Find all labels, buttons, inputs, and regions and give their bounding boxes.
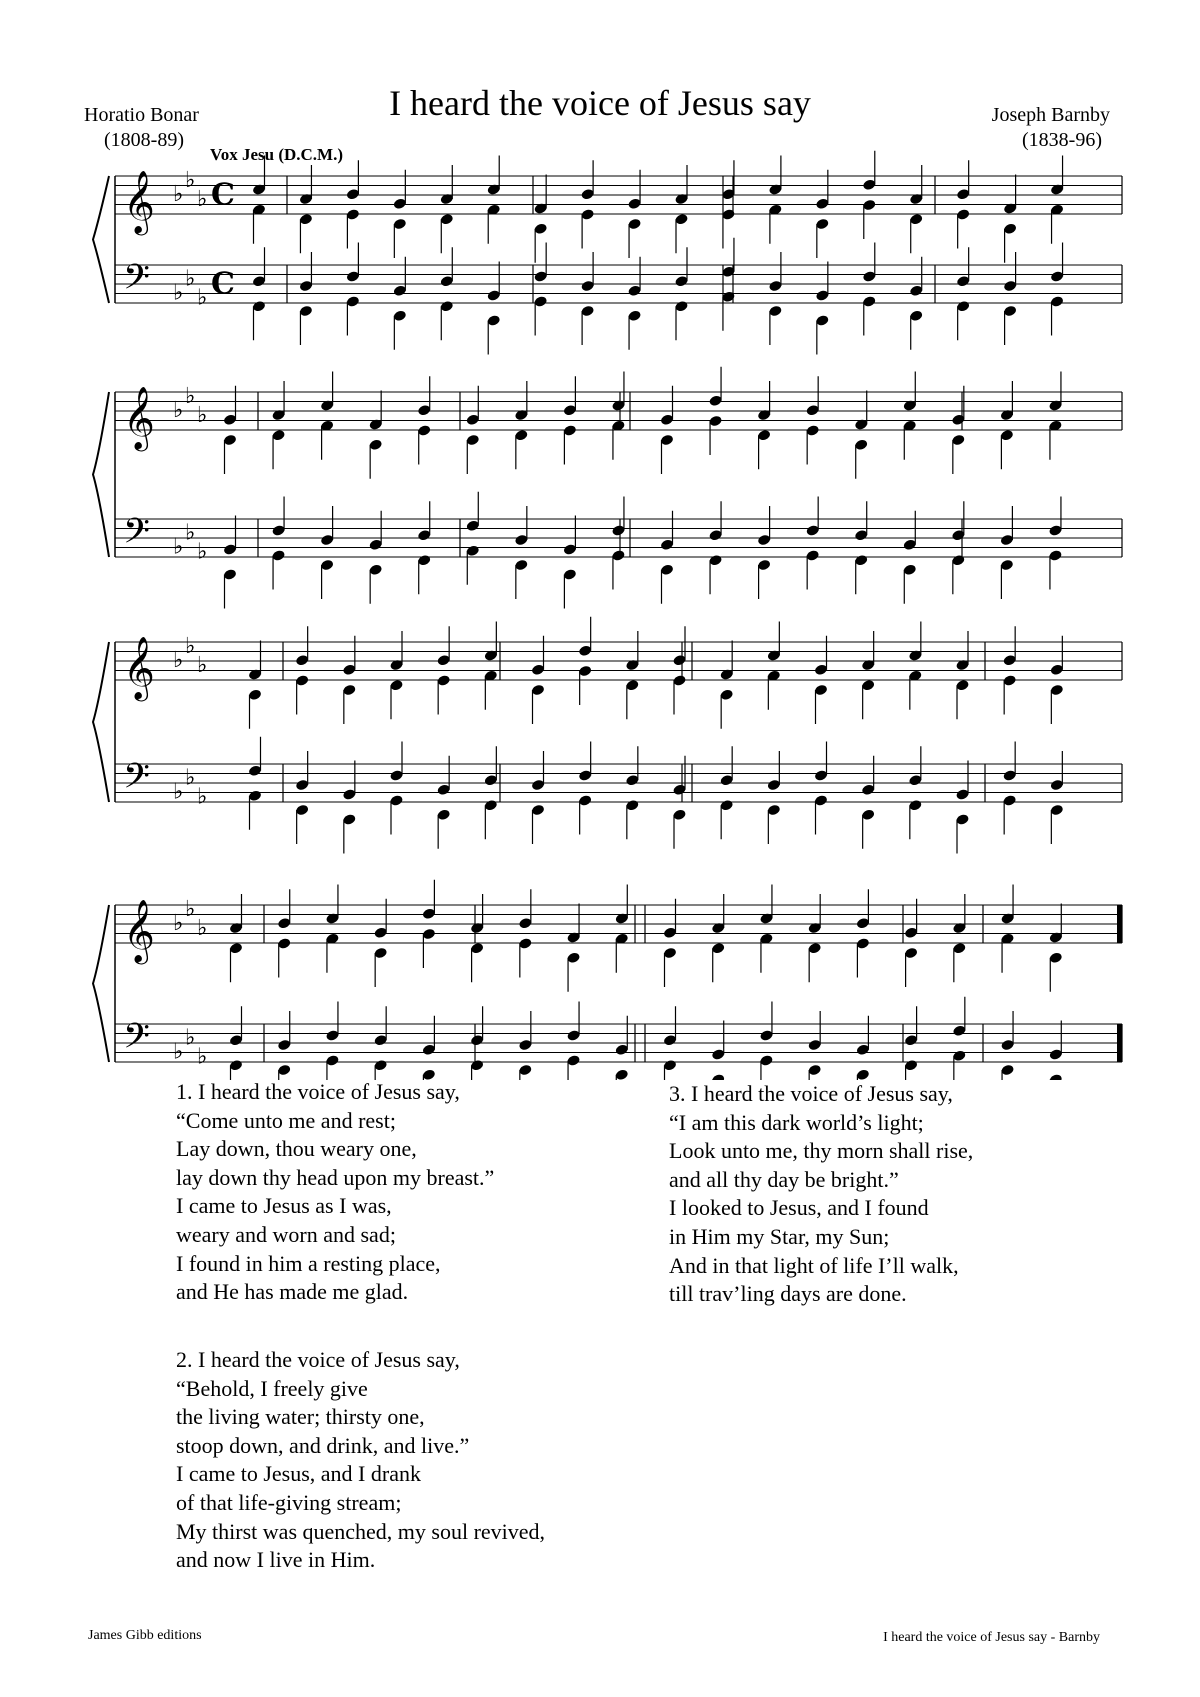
flat-sign: ♭ bbox=[185, 1025, 196, 1051]
flat-sign: ♭ bbox=[197, 186, 208, 212]
flat-sign: ♭ bbox=[173, 648, 184, 673]
bass-clef: 𝄢 bbox=[123, 1015, 151, 1065]
flat-sign: ♭ bbox=[185, 765, 196, 791]
flat-sign: ♭ bbox=[185, 896, 196, 922]
verse-line: till trav’ling days are done. bbox=[669, 1281, 907, 1307]
flat-sign: ♭ bbox=[185, 167, 196, 193]
author-name: Horatio Bonar bbox=[84, 104, 199, 126]
verse-line: I looked to Jesus, and I found bbox=[669, 1195, 929, 1221]
flat-sign: ♭ bbox=[173, 182, 184, 207]
footer-running-title: I heard the voice of Jesus say - Barnby bbox=[883, 1630, 1100, 1645]
flat-sign: ♭ bbox=[197, 1044, 208, 1070]
flat-sign: ♭ bbox=[173, 534, 184, 560]
flat-sign: ♭ bbox=[185, 266, 196, 292]
verse-line: of that life-giving stream; bbox=[176, 1489, 402, 1515]
verse-2 bbox=[176, 1346, 545, 1575]
verse-line: 2. I heard the voice of Jesus say, bbox=[176, 1347, 460, 1372]
flat-sign: ♭ bbox=[197, 784, 208, 810]
verse-line: I came to Jesus, and I drank bbox=[176, 1461, 421, 1487]
verse-line: I found in him a resting place, bbox=[176, 1250, 441, 1276]
verse-line: stoop down, and drink, and live.” bbox=[176, 1432, 470, 1458]
treble-clef: 𝄞 bbox=[123, 899, 155, 962]
footer-publisher: James Gibb editions bbox=[88, 1628, 202, 1643]
flat-sign: ♭ bbox=[185, 633, 196, 659]
bass-clef: 𝄢 bbox=[123, 510, 151, 560]
verse-line: and all thy day be bright.” bbox=[669, 1166, 899, 1192]
system-brace bbox=[93, 392, 109, 557]
flat-sign: ♭ bbox=[197, 539, 208, 565]
flat-sign: ♭ bbox=[185, 520, 196, 546]
system-brace bbox=[93, 176, 109, 303]
page-title: I heard the voice of Jesus say bbox=[389, 83, 811, 123]
flat-sign: ♭ bbox=[173, 779, 184, 805]
verse-3 bbox=[669, 1080, 973, 1309]
verse-line: Look unto me, thy morn shall rise, bbox=[669, 1138, 974, 1164]
notehead bbox=[1049, 1073, 1063, 1080]
flat-sign: ♭ bbox=[173, 280, 184, 306]
verse-line: Lay down, thou weary one, bbox=[176, 1136, 417, 1162]
bass-clef: 𝄢 bbox=[123, 755, 151, 805]
notehead bbox=[711, 1073, 725, 1080]
system-brace bbox=[93, 642, 109, 802]
verse-line: the living water; thirsty one, bbox=[176, 1404, 425, 1430]
verse-line: weary and worn and sad; bbox=[176, 1221, 396, 1247]
verse-line: and He has made me glad. bbox=[176, 1279, 409, 1305]
system-brace bbox=[93, 905, 109, 1062]
verse-line: And in that light of life I’ll walk, bbox=[669, 1252, 959, 1278]
verse-1 bbox=[176, 1078, 494, 1307]
final-barline bbox=[1117, 1024, 1122, 1062]
flat-sign: ♭ bbox=[197, 285, 208, 311]
author-dates: (1808-89) bbox=[104, 129, 184, 151]
verse-line: “I am this dark world’s light; bbox=[669, 1109, 924, 1135]
verse-line: I came to Jesus as I was, bbox=[176, 1193, 392, 1219]
treble-clef: 𝄞 bbox=[123, 636, 155, 699]
flat-sign: ♭ bbox=[197, 915, 208, 941]
verse-line: 3. I heard the voice of Jesus say, bbox=[669, 1081, 953, 1106]
verse-line: lay down thy head upon my breast.” bbox=[176, 1164, 495, 1190]
verse-line: and now I live in Him. bbox=[176, 1547, 376, 1573]
bass-clef: 𝄢 bbox=[123, 256, 151, 306]
flat-sign: ♭ bbox=[197, 652, 208, 678]
verse-line: “Behold, I freely give bbox=[176, 1375, 368, 1401]
treble-clef: 𝄞 bbox=[123, 386, 155, 449]
verse-line: 1. I heard the voice of Jesus say, bbox=[176, 1079, 460, 1104]
composer-name: Joseph Barnby bbox=[991, 104, 1110, 126]
verse-line: in Him my Star, my Sun; bbox=[669, 1223, 890, 1249]
verse-line: “Come unto me and rest; bbox=[176, 1107, 396, 1133]
treble-clef: 𝄞 bbox=[123, 170, 155, 233]
final-barline bbox=[1117, 905, 1122, 943]
flat-sign: ♭ bbox=[185, 383, 196, 409]
time-signature: C bbox=[211, 266, 235, 302]
flat-sign: ♭ bbox=[173, 1039, 184, 1065]
verse-line: My thirst was quenched, my soul revived, bbox=[176, 1518, 546, 1544]
time-signature: C bbox=[211, 177, 235, 213]
composer-dates: (1838-96) bbox=[1022, 129, 1102, 151]
flat-sign: ♭ bbox=[173, 398, 184, 423]
flat-sign: ♭ bbox=[173, 911, 184, 936]
flat-sign: ♭ bbox=[197, 402, 208, 428]
tune-name: Vox Jesu (D.C.M.) bbox=[210, 145, 344, 164]
